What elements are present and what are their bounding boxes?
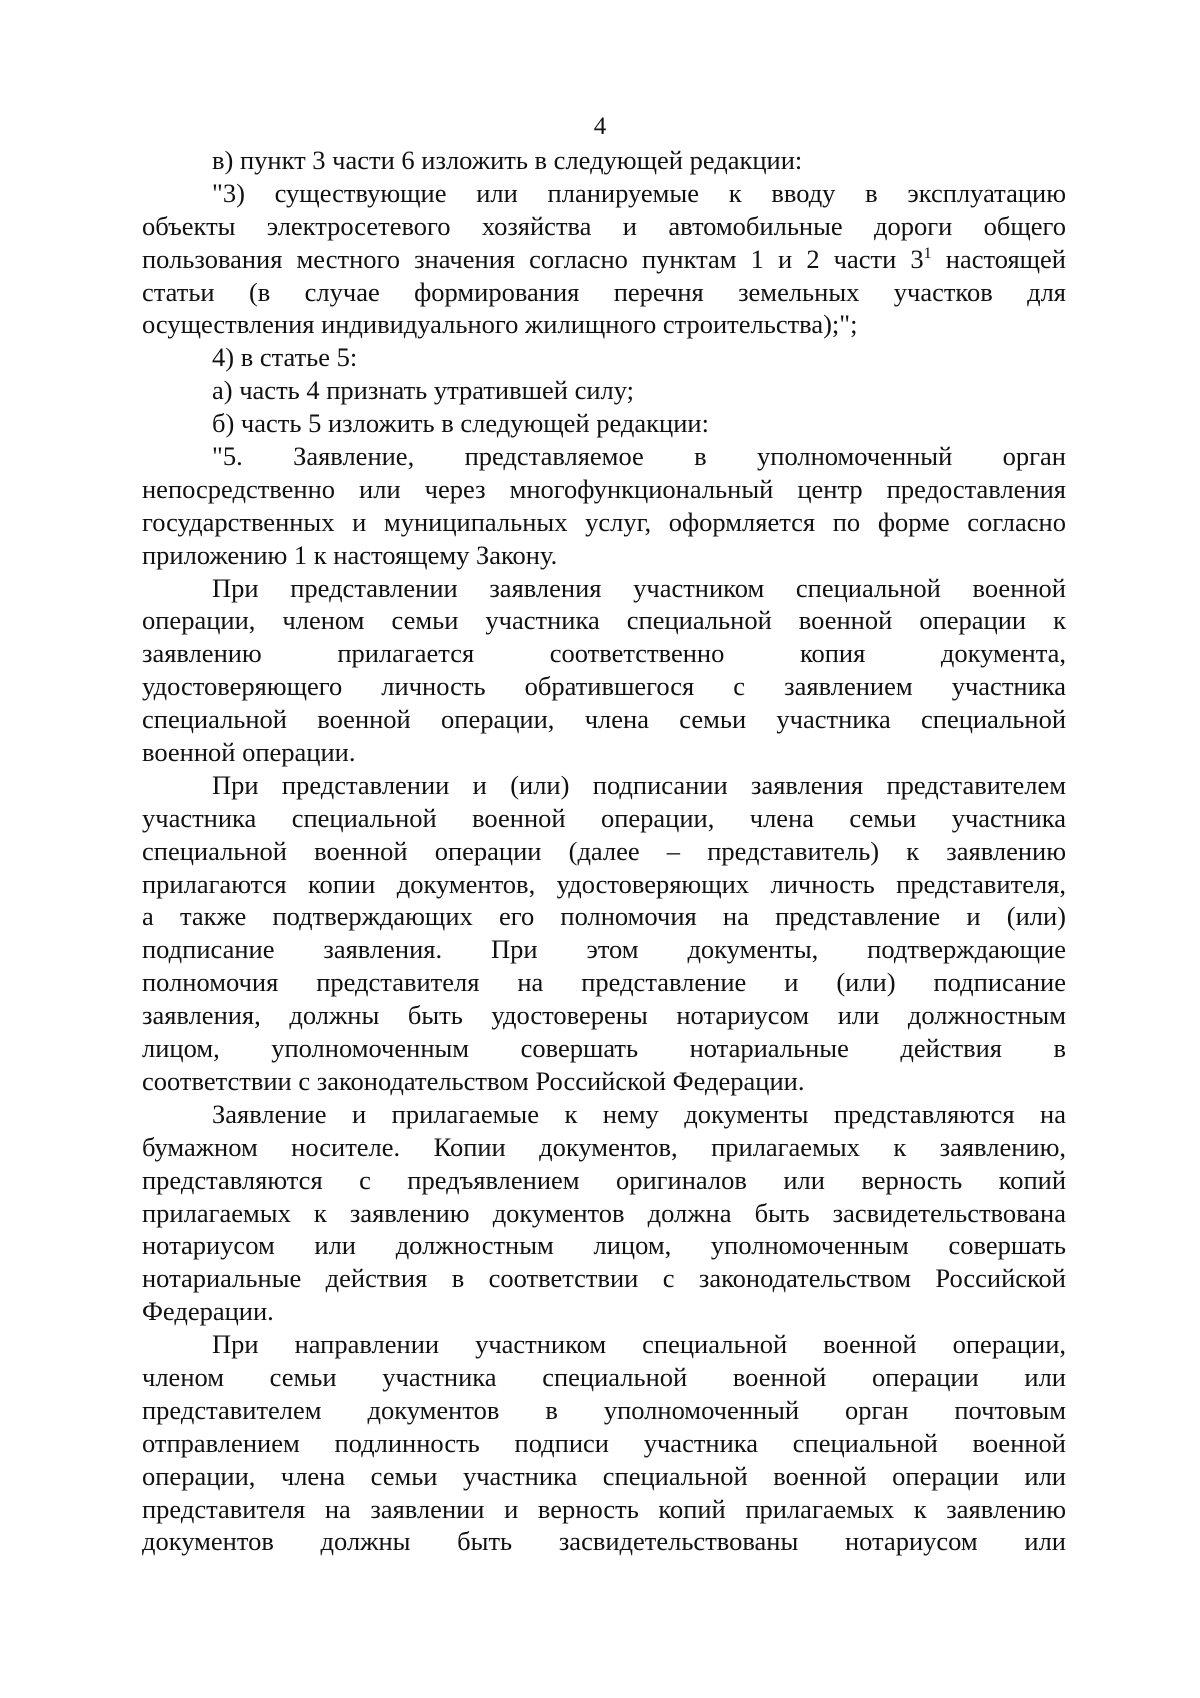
text-line-content: При представлении и (или) подписании заявления представителем bbox=[212, 769, 1066, 800]
text-line bbox=[142, 670, 1066, 703]
text-line bbox=[142, 1525, 1066, 1558]
text-line bbox=[142, 703, 1066, 736]
text-line-content: операции, членом семьи участника специальной военной операции к bbox=[142, 605, 1066, 636]
text-line-content: лицом, уполномоченным совершать нотариальные действия в bbox=[142, 1033, 1066, 1064]
text-line-content: членом семьи участника специальной военной операции или bbox=[142, 1361, 1066, 1392]
text-line-content: представляются с предъявлением оригиналов или верность копий bbox=[142, 1164, 1066, 1195]
text-line bbox=[142, 1164, 1066, 1197]
text-line-content: прилагаемых к заявлению документов должна быть засвидетельствована bbox=[142, 1197, 1066, 1228]
text-line bbox=[142, 900, 1066, 933]
text-line bbox=[142, 276, 1066, 309]
text-line-content: Заявление и прилагаемые к нему документы представляются на bbox=[212, 1098, 1066, 1129]
text-line-content: подписание заявления. При этом документы, подтверждающие bbox=[142, 934, 1066, 965]
text-line bbox=[142, 1328, 1066, 1361]
text-line-content: 4) в статье 5: bbox=[212, 342, 358, 373]
text-line bbox=[142, 374, 1066, 407]
text-line bbox=[142, 144, 1066, 177]
text-line bbox=[142, 604, 1066, 637]
text-line bbox=[142, 1229, 1066, 1262]
document-body bbox=[142, 144, 1066, 1558]
text-line bbox=[142, 539, 1066, 572]
text-line-content: статьи (в случае формирования перечня земельных участков для bbox=[142, 276, 1066, 307]
text-line-content: удостоверяющего личность обратившегося с заявлением участника bbox=[142, 671, 1066, 702]
text-line bbox=[142, 308, 1066, 341]
text-line bbox=[142, 966, 1066, 999]
text-line-content: При представлении заявления участником специальной военной bbox=[212, 572, 1066, 603]
text-line bbox=[142, 1197, 1066, 1230]
text-line bbox=[142, 1460, 1066, 1493]
text-line-content: прилагаются копии документов, удостоверяющих личность представителя, bbox=[142, 868, 1066, 899]
text-line bbox=[142, 835, 1066, 868]
text-line-content: государственных и муниципальных услуг, оформляется по форме согласно bbox=[142, 506, 1066, 537]
text-line-content: специальной военной операции, члена семьи участника специальной bbox=[142, 704, 1066, 735]
text-line bbox=[142, 1098, 1066, 1131]
text-line-content: отправлением подлинность подписи участника специальной военной bbox=[142, 1427, 1066, 1458]
text-line bbox=[142, 1427, 1066, 1460]
text-line bbox=[142, 572, 1066, 605]
text-line bbox=[142, 1295, 1066, 1328]
text-line bbox=[142, 407, 1066, 440]
text-line-content: военной операции. bbox=[142, 737, 356, 768]
text-line bbox=[142, 1262, 1066, 1295]
text-line-content: соответствии с законодательством Российской Федерации. bbox=[142, 1065, 805, 1096]
text-line bbox=[142, 1361, 1066, 1394]
text-line-content: участника специальной военной операции, члена семьи участника bbox=[142, 802, 1066, 833]
text-line bbox=[142, 637, 1066, 670]
text-line bbox=[142, 1065, 1066, 1098]
text-line-content: "5. Заявление, представляемое в уполномоченный орган bbox=[212, 441, 1066, 472]
text-line-content: бумажном носителе. Копии документов, прилагаемых к заявлению, bbox=[142, 1131, 1066, 1162]
text-line-content: заявлению прилагается соответственно копия документа, bbox=[142, 638, 1066, 669]
text-line-content: При направлении участником специальной военной операции, bbox=[212, 1329, 1066, 1360]
text-line-content: осуществления индивидуального жилищного строительства);"; bbox=[142, 309, 858, 340]
text-line-content: "3) существующие или планируемые к вводу в эксплуатацию bbox=[212, 177, 1066, 208]
text-line-content: документов должны быть засвидетельствованы нотариусом или bbox=[142, 1526, 1066, 1557]
text-line-content: операции, члена семьи участника специальной военной операции или bbox=[142, 1460, 1066, 1491]
text-line bbox=[142, 933, 1066, 966]
text-line-content: а) часть 4 признать утратившей силу; bbox=[212, 375, 635, 406]
text-line bbox=[142, 999, 1066, 1032]
text-line-content: пользования местного значения согласно пунктам 1 и 2 части 3 bbox=[142, 243, 924, 274]
text-line bbox=[142, 769, 1066, 802]
text-line bbox=[142, 868, 1066, 901]
text-line bbox=[142, 177, 1066, 210]
text-line bbox=[142, 1394, 1066, 1427]
text-line-content: специальной военной операции (далее – представитель) к заявлению bbox=[142, 835, 1066, 866]
text-line-content: нотариальные действия в соответствии с законодательством Российской bbox=[142, 1263, 1066, 1294]
text-line bbox=[142, 440, 1066, 473]
text-line-content: в) пункт 3 части 6 изложить в следующей редакции: bbox=[212, 145, 803, 175]
text-line-content: объекты электросетевого хозяйства и автомобильные дороги общего bbox=[142, 210, 1066, 241]
text-line-content: б) часть 5 изложить в следующей редакции: bbox=[212, 408, 709, 439]
page-number: 4 bbox=[593, 113, 607, 140]
text-line bbox=[142, 1493, 1066, 1526]
text-line-content: представителем документов в уполномоченный орган почтовым bbox=[142, 1394, 1066, 1425]
text-line-content: заявления, должны быть удостоверены нотариусом или должностным bbox=[142, 1000, 1066, 1031]
text-line bbox=[142, 736, 1066, 769]
text-line-content: Федерации. bbox=[142, 1296, 274, 1327]
text-line-content: представителя на заявлении и верность копий прилагаемых к заявлению bbox=[142, 1493, 1066, 1524]
superscript: 1 bbox=[923, 244, 932, 262]
text-line-content: полномочия представителя на представление и (или) подписание bbox=[142, 967, 1066, 998]
text-line bbox=[142, 506, 1066, 539]
text-line-content: а также подтверждающих его полномочия на представление и (или) bbox=[142, 901, 1066, 932]
text-line bbox=[142, 473, 1066, 506]
text-line-content: непосредственно или через многофункциональный центр предоставления bbox=[142, 473, 1066, 504]
text-line bbox=[142, 341, 1066, 374]
text-line bbox=[142, 802, 1066, 835]
text-line bbox=[142, 210, 1066, 243]
text-line-continuation: настоящей bbox=[931, 243, 1066, 274]
text-line bbox=[142, 1131, 1066, 1164]
text-line bbox=[142, 1032, 1066, 1065]
text-line-content: приложению 1 к настоящему Закону. bbox=[142, 539, 558, 570]
text-line-content: нотариусом или должностным лицом, уполномоченным совершать bbox=[142, 1230, 1066, 1261]
text-line bbox=[142, 243, 1066, 276]
